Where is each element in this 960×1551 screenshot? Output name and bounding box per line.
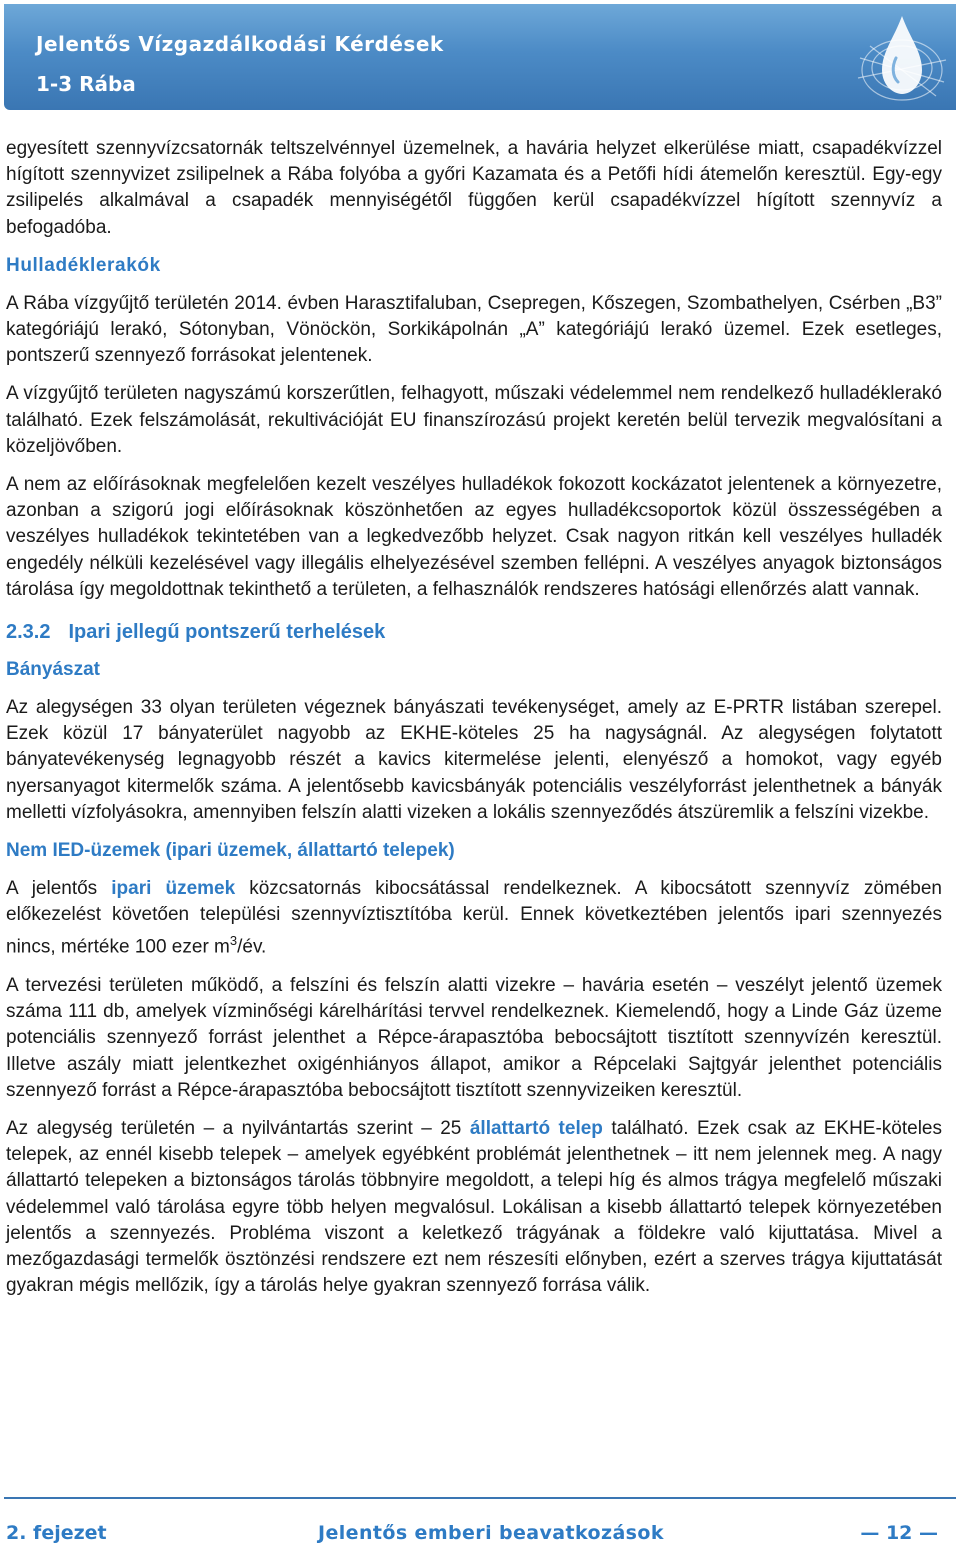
header-title: Jelentős Vízgazdálkodási Kérdések	[36, 32, 444, 56]
paragraph: egyesített szennyvízcsatornák teltszelvénnyel üzemelnek, a havária helyzet elkerülése miatt, csapadékvízzel hígított szennyvizet zsilipelnek a Rába folyóba a győri Kazamata és a Petőfi hídi átemelőn keresztül. Egy-egy zsilipelés alkalmával a csapadék mennyiségétől függően kerül csapadékvízzel hígított szennyvíz a befogadóba.	[6, 138, 942, 238]
page-header	[4, 4, 956, 110]
footer-chapter: 2. fejezet	[6, 1522, 107, 1544]
text-run: /év.	[237, 936, 267, 958]
text-run: A jelentős	[6, 878, 112, 900]
document-body	[6, 136, 942, 1311]
subheading-hulladeklerakok: Hulladéklerakók	[6, 254, 161, 276]
paragraph: A vízgyűjtő területen nagyszámú korszerűtlen, felhagyott, műszaki védelemmel nem rendelkező hulladéklerakó található. Ezek felszámolását, rekultivációját EU finanszírozású projekt keretén belül tervezik megvalósítani a közeljövőben.	[6, 383, 942, 457]
text-run: Az alegység területén – a nyilvántartás szerint – 25	[6, 1118, 470, 1140]
paragraph: A tervezési területen működő, a felszíni és felszín alatti vizekre – havária esetén – veszélyt jelentő üzemek száma 111 db, amelyek vízminőségi kárelhárítási tervvel rendelkeznek. Kiemelendő, hogy a Linde Gáz üzeme potenciális szennyező forrást jelenthet a Répce-árapasztóba bebocsájtott tisztított szennyvízén keresztül. Illetve aszály miatt jelentkezhet oxigénhiányos állapot, amikor a Répcelaki Sajtgyár jelenthet potenciális szennyező forrást a Répce-árapasztóba bebocsájtott tisztított szennyvizeiken keresztül.	[6, 975, 942, 1101]
page-footer	[6, 1522, 938, 1550]
paragraph: A nem az előírásoknak megfelelően kezelt veszélyes hulladékok fokozott kockázatot jelentenek a környezetre, azonban a szigorú jogi előírásoknak köszönhetően az egyes hulladékcsoportok közül összességében a veszélyes hulladékok tekintetében van a legkedvezőbb helyzet. Csak nagyon ritkán kell veszélyes hulladék engedély nélküli kezelésével vagy illegális elhelyezésével szemben fellépni. A veszélyes anyagok biztonságos tárolása így megoldottnak tekinthető a területen, a felhasználók rendszeres hatósági ellenőrzés alatt vannak.	[6, 474, 942, 600]
superscript: 3	[229, 933, 238, 949]
text-run: közcsatornás kibocsátással rendelkeznek. A kibocsátott szennyvíz zömében előkezelést követően települési szennyvíztisztítóba kerül. Ennek következtében jelentős ipari szennyezés nincs, mértéke 100 ezer m	[6, 878, 943, 958]
subheading-banyaszat: Bányászat	[6, 659, 100, 681]
footer-divider	[4, 1497, 956, 1499]
water-drop-logo-icon	[840, 8, 950, 108]
subheading-nem-ied: Nem IED-üzemek (ipari üzemek, állattartó telepek)	[6, 840, 455, 862]
paragraph: Az alegységen 33 olyan területen végeznek bányászati tevékenységet, amely az E-PRTR listában szerepel. Ezek közül 17 bányaterület nagyobb az EKHE-köteles 25 ha nagyságnál. Az alegységen folytatott bányatevékenység legnagyobb részét a kavics kitermelése jelenti, elenyésző a homokot, vagy egyéb nyersanyagot kitermelők száma. A jelentősebb kavicsbányák potenciális veszélyforrást jelenthetnek a bányák melletti vízfolyásokra, amennyiben felszín alatti vizeken a lokális szennyeződés átszüremlik a felszíni vizekbe.	[6, 697, 942, 823]
text-run: található. Ezek csak az EKHE-köteles telepek, az ennél kisebb telepek – amelyek egyébként problémát jelenthetnek – itt nem jelennek meg. A nagy állattartó telepeken a biztonságos tárolás többnyire megoldott, a telepi híg és almos trágya megfelelő műszaki védelemmel való tárolása egyre több helyen megvalósul. Lokálisan a kisebb állattartó telepek környezetében jelentős a szennyezés. Probléma viszont a keletkező trágyának a földekre való kijuttatása. Mivel a mezőgazdasági termelők ösztönzési rendszere ezt nem részesíti előnyben, ezért a szerves trágya kijuttatását gyakran mégis mellőzik, így a tárolás helye gyakran szennyező forrása válik.	[6, 1118, 942, 1297]
section-title: Ipari jellegű pontszerű terhelések	[68, 621, 386, 644]
paragraph: A Rába vízgyűjtő területén 2014. évben Harasztifaluban, Csepregen, Kőszegen, Szombathelyen, Csérben „B3” kategóriájú lerakó, Sótonyban, Vönöckön, Sorkikápolnán „A” kategóriájú lerakó üzemel. Ezek esetleges, pontszerű szennyező forrásokat jelentenek.	[6, 292, 942, 367]
section-number: 2.3.2	[6, 621, 51, 644]
highlight-allattarto-telep: állattartó telep	[469, 1118, 603, 1140]
paragraph	[6, 876, 942, 961]
paragraph	[6, 1116, 942, 1299]
page-number: — 12 —	[860, 1522, 938, 1544]
header-subtitle: 1-3 Rába	[36, 72, 136, 96]
highlight-ipari-uzemek: ipari üzemek	[111, 878, 236, 900]
section-heading	[6, 619, 942, 645]
footer-title: Jelentős emberi beavatkozások	[318, 1522, 664, 1544]
